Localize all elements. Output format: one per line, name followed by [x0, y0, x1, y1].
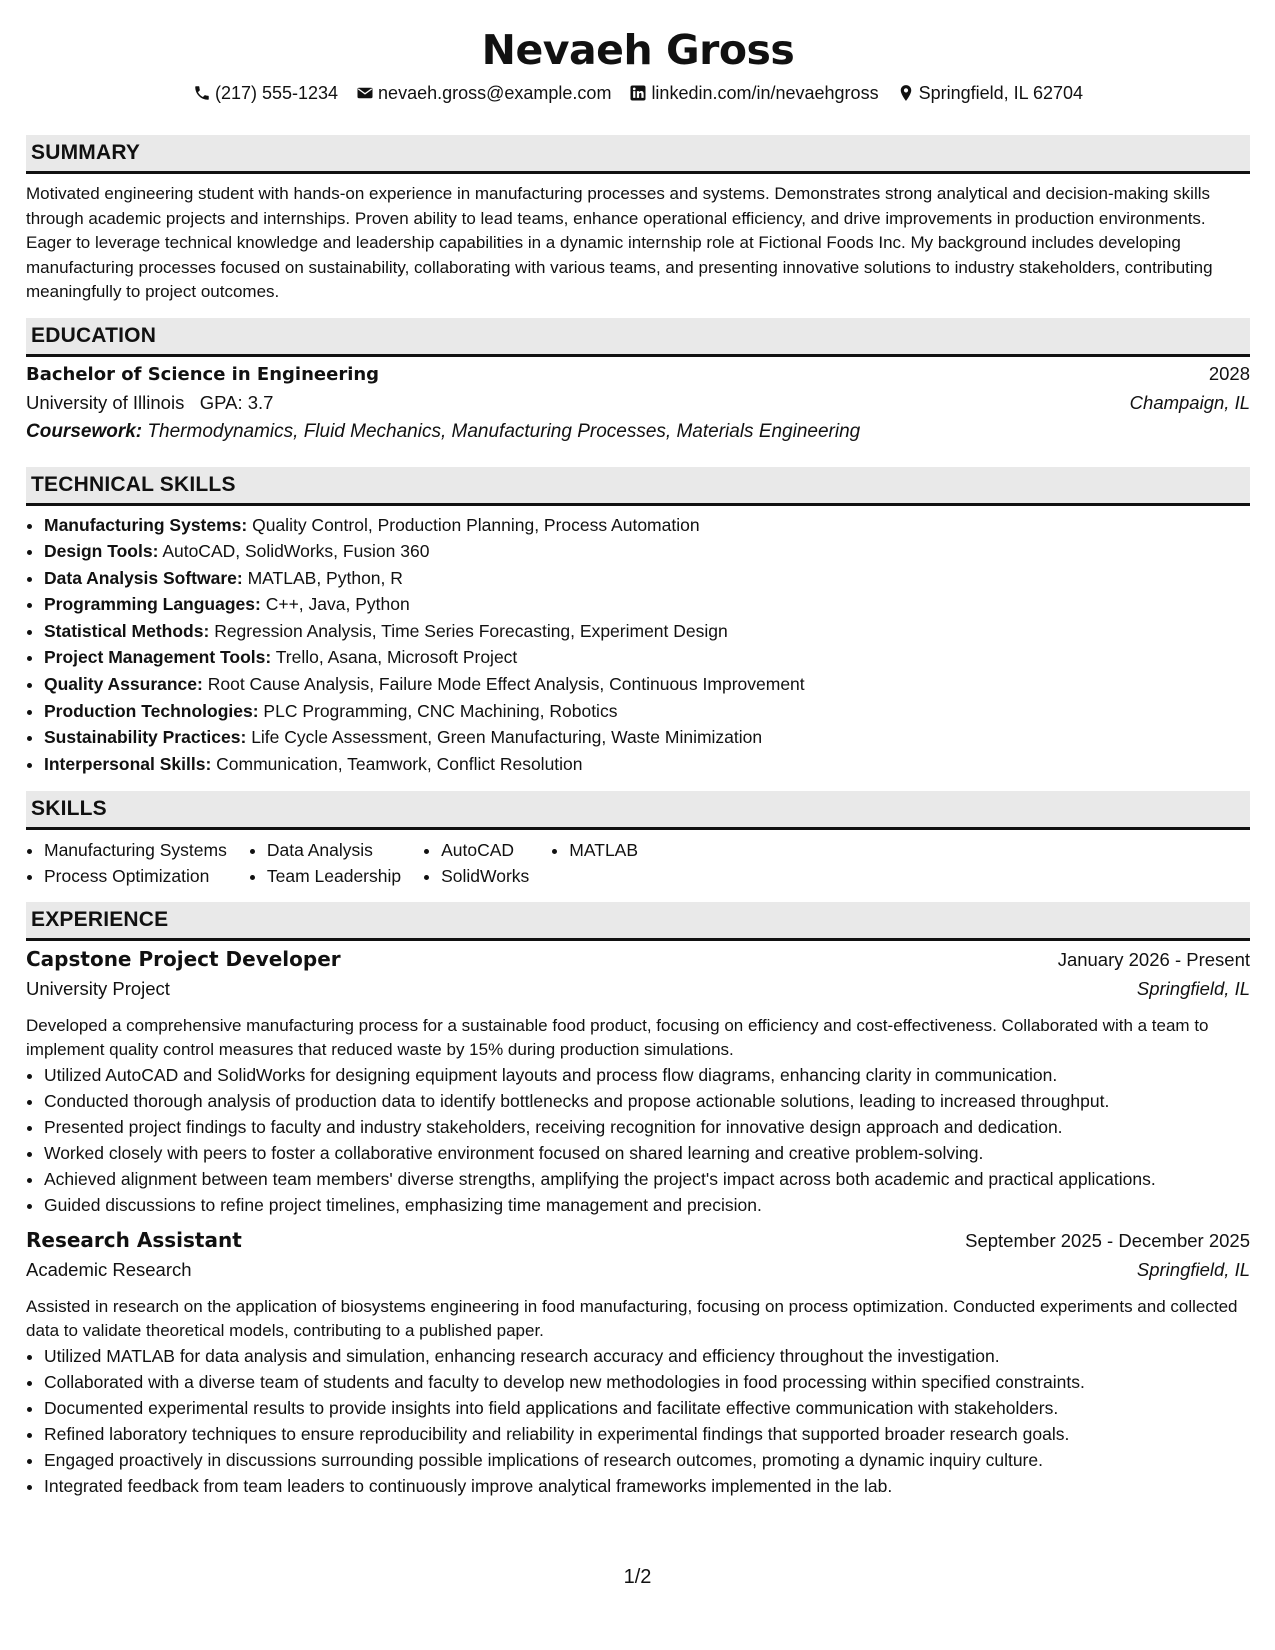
job-title: Research Assistant: [26, 1228, 242, 1253]
list-item: • Data Analysis Software: MATLAB, Python, R: [44, 565, 1250, 592]
list-item: • Interpersonal Skills: Communication, Teamwork, Conflict Resolution: [44, 751, 1250, 778]
candidate-name: Nevaeh Gross: [481, 26, 795, 74]
contact-linkedin[interactable]: [629, 83, 878, 104]
list-item: • Integrated feedback from team leaders to continuously improve analytical frameworks implemented in the lab.: [44, 1473, 1250, 1499]
skills-column: [423, 837, 529, 889]
list-item: • AutoCAD: [441, 837, 529, 863]
skills-column: [26, 837, 227, 889]
contact-email[interactable]: [356, 83, 611, 104]
linkedin-icon: [629, 84, 647, 102]
education-entry: [26, 363, 1250, 451]
skills-grid: [26, 837, 1250, 889]
job-organization: Academic Research: [26, 1259, 192, 1281]
phone-text: (217) 555-1234: [214, 82, 339, 103]
job-dates: September 2025 - December 2025: [965, 1230, 1250, 1252]
job-bullets: [26, 1343, 1250, 1499]
location-text: Springfield, IL 62704: [918, 82, 1084, 103]
technical-skills-heading: TECHNICAL SKILLS: [26, 467, 1250, 506]
list-item: • Collaborated with a diverse team of students and faculty to develop new methodologies in food processing within specified constraints.: [44, 1369, 1250, 1395]
page-number: 1/2: [623, 1566, 652, 1588]
list-item: • Utilized AutoCAD and SolidWorks for designing equipment layouts and process flow diagrams, enhancing clarity in communication.: [44, 1062, 1250, 1088]
list-item: • Conducted thorough analysis of production data to identify bottlenecks and propose actionable solutions, leading to increased throughput.: [44, 1088, 1250, 1114]
coursework-line: [26, 421, 1250, 451]
technical-skills-list: [26, 512, 1250, 778]
list-item: • Engaged proactively in discussions surrounding possible implications of research outcomes, promoting a dynamic inquiry culture.: [44, 1447, 1250, 1473]
job-organization: University Project: [26, 978, 170, 1000]
coursework-label: Coursework:: [26, 420, 143, 442]
list-item: • Documented experimental results to provide insights into field applications and facilitate effective communication with stakeholders.: [44, 1395, 1250, 1421]
list-item: • Programming Languages: C++, Java, Python: [44, 591, 1250, 618]
phone-icon: [193, 84, 211, 102]
summary-text: Motivated engineering student with hands-on experience in manufacturing processes and systems. Demonstrates strong analytical and decision-making skills through academic projects and internships. Proven ability to lead teams, enhance operational efficiency, and drive improvements in production environments. Eager to leverage technical knowledge and leadership capabilities in a dynamic internship role at Fictional Foods Inc. My background includes developing manufacturing processes focused on sustainability, collaborating with various teams, and presenting innovative solutions to industry stakeholders, contributing meaningfully to project outcomes.: [26, 184, 1213, 301]
envelope-icon: [356, 84, 374, 102]
map-pin-icon: [897, 84, 915, 102]
job-entry: [26, 947, 1250, 1218]
job-entry: [26, 1228, 1250, 1499]
gpa: GPA: 3.7: [199, 391, 274, 413]
education-heading: EDUCATION: [26, 318, 1250, 357]
list-item: • Process Optimization: [44, 863, 227, 889]
school-line: [26, 392, 273, 414]
list-item: • MATLAB: [569, 837, 638, 863]
skills-column: [551, 837, 638, 889]
list-item: • Manufacturing Systems: [44, 837, 227, 863]
list-item: • Presented project findings to faculty and industry stakeholders, receiving recognition for innovative design approach and dedication.: [44, 1114, 1250, 1140]
experience-heading: EXPERIENCE: [26, 902, 1250, 941]
list-item: • Sustainability Practices: Life Cycle Assessment, Green Manufacturing, Waste Minimization: [44, 724, 1250, 751]
list-item: • Worked closely with peers to foster a collaborative environment focused on shared learning and creative problem-solving.: [44, 1140, 1250, 1166]
skills-column: [249, 837, 401, 889]
list-item: • Statistical Methods: Regression Analysis, Time Series Forecasting, Experiment Design: [44, 618, 1250, 645]
coursework-list: Thermodynamics, Fluid Mechanics, Manufacturing Processes, Materials Engineering: [147, 420, 861, 442]
email-link[interactable]: nevaeh.gross@example.com: [378, 82, 612, 103]
job-description: Assisted in research on the application of biosystems engineering in food manufacturing, focusing on process optimization. Conducted experiments and collected data to validate theoretical models, contributing to a published paper.: [26, 1297, 1238, 1341]
job-title: Capstone Project Developer: [26, 947, 341, 972]
summary-heading: SUMMARY: [26, 135, 1250, 174]
list-item: • Quality Assurance: Root Cause Analysis, Failure Mode Effect Analysis, Continuous Improvement: [44, 671, 1250, 698]
list-item: • Team Leadership: [267, 863, 401, 889]
list-item: • Achieved alignment between team members' diverse strengths, amplifying the project's impact across both academic and practical applications.: [44, 1166, 1250, 1192]
list-item: • Refined laboratory techniques to ensure reproducibility and reliability in experimental findings that supported broader research goals.: [44, 1421, 1250, 1447]
contact-bar: [26, 80, 1250, 106]
list-item: • Data Analysis: [267, 837, 401, 863]
linkedin-link[interactable]: linkedin.com/in/nevaehgross: [651, 82, 879, 103]
school-name: University of Illinois: [26, 391, 185, 413]
list-item: • Guided discussions to refine project timelines, emphasizing time management and precision.: [44, 1192, 1250, 1218]
job-dates: January 2026 - Present: [1057, 949, 1250, 971]
job-location: Springfield, IL: [1136, 978, 1250, 1000]
list-item: • Design Tools: AutoCAD, SolidWorks, Fusion 360: [44, 538, 1250, 565]
list-item: • Production Technologies: PLC Programming, CNC Machining, Robotics: [44, 698, 1250, 725]
list-item: • SolidWorks: [441, 863, 529, 889]
contact-location: [897, 83, 1083, 104]
job-bullets: [26, 1062, 1250, 1218]
list-item: • Utilized MATLAB for data analysis and simulation, enhancing research accuracy and efficiency throughout the investigation.: [44, 1343, 1250, 1369]
graduation-year: 2028: [1208, 362, 1250, 384]
degree-title: Bachelor of Science in Engineering: [26, 363, 380, 385]
contact-phone: [193, 83, 338, 104]
job-location: Springfield, IL: [1136, 1259, 1250, 1281]
resume-page: [26, 0, 1250, 1499]
job-description: Developed a comprehensive manufacturing process for a sustainable food product, focusing on efficiency and cost-effectiveness. Collaborated with a team to implement quality control measures that reduced waste by 15% during production simulations.: [26, 1016, 1209, 1060]
skills-heading: SKILLS: [26, 791, 1250, 830]
school-location: Champaign, IL: [1129, 391, 1250, 413]
list-item: • Project Management Tools: Trello, Asana, Microsoft Project: [44, 644, 1250, 671]
list-item: • Manufacturing Systems: Quality Control, Production Planning, Process Automation: [44, 512, 1250, 539]
